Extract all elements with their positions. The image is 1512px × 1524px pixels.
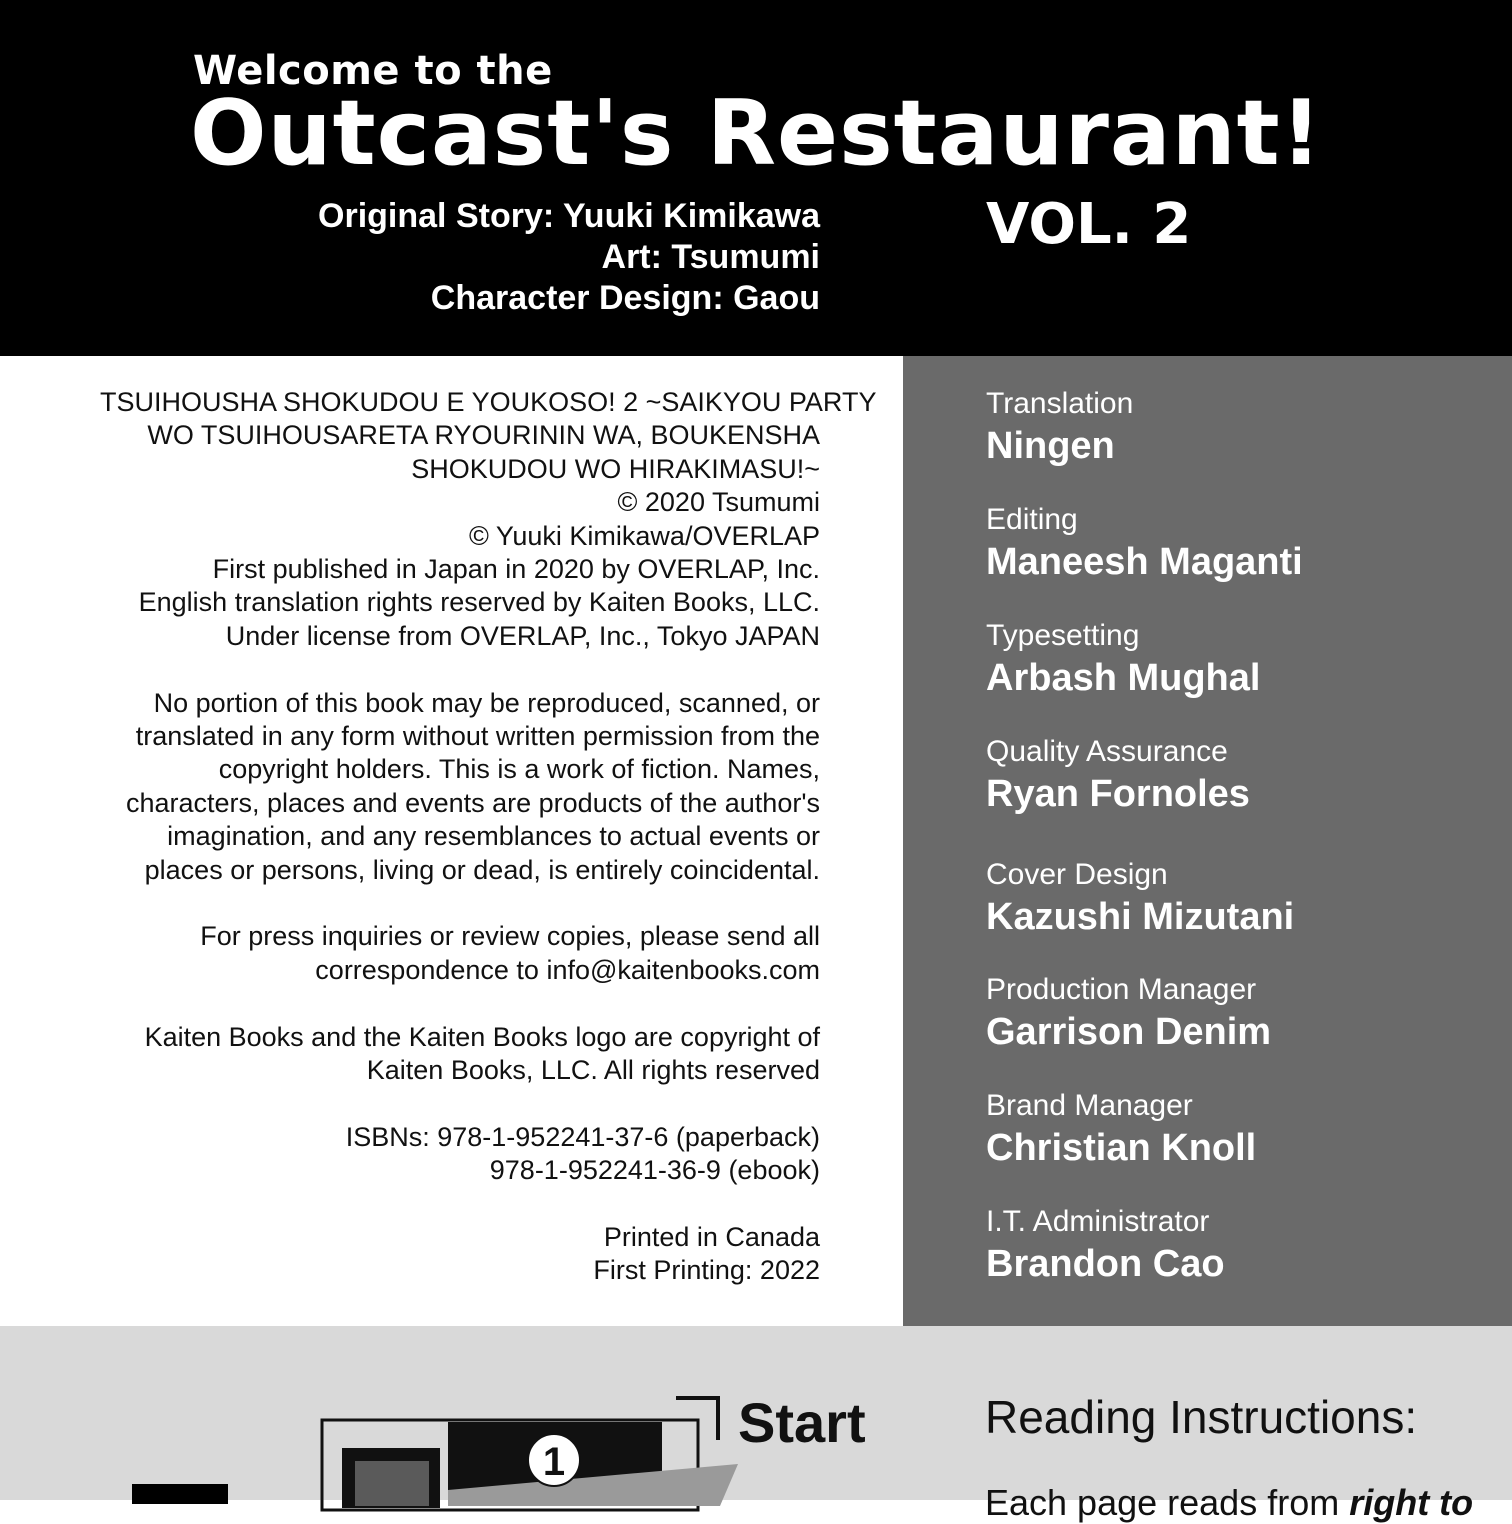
copyright-line: WO TSUIHOUSARETA RYOURININ WA, BOUKENSHA <box>147 420 820 451</box>
reading-text-emphasis: right to <box>1349 1482 1474 1523</box>
reading-instructions <box>0 1326 1512 1523</box>
staff-role: Brand Manager <box>986 1089 1193 1122</box>
copyright-line: First published in Japan in 2020 by OVERLAP, Inc. <box>212 554 820 585</box>
staff-role: Quality Assurance <box>986 735 1228 768</box>
staff-entry <box>986 386 1133 470</box>
staff-entry <box>986 734 1250 818</box>
copyright-line: First Printing: 2022 <box>593 1255 820 1286</box>
staff-role: Translation <box>986 387 1134 420</box>
copyright-line: English translation rights reserved by Kaiten Books, LLC. <box>138 587 820 618</box>
diagram-back-page <box>132 1484 228 1504</box>
staff-role: I.T. Administrator <box>986 1205 1210 1238</box>
reading-instructions-text <box>985 1482 1473 1524</box>
paragraph-gap <box>100 1188 820 1221</box>
staff-name: Ningen <box>986 425 1115 467</box>
staff-name: Ryan Fornoles <box>986 773 1250 815</box>
staff-role: Editing <box>986 503 1078 536</box>
author-credits <box>318 196 820 319</box>
credit-character-design: Character Design: Gaou <box>430 279 820 317</box>
copyright-line: No portion of this book may be reproduced, scanned, or <box>153 687 820 718</box>
staff-name: Christian Knoll <box>986 1127 1257 1169</box>
volume-number: VOL. 2 <box>986 192 1192 257</box>
staff-entry <box>986 1204 1225 1288</box>
staff-credits-panel <box>903 356 1512 1326</box>
copyright-line: ISBNs: 978-1-952241-37-6 (paperback) <box>345 1121 820 1152</box>
staff-role: Cover Design <box>986 858 1168 891</box>
copyright-line: Printed in Canada <box>603 1222 820 1253</box>
copyright-line: places or persons, living or dead, is entirely coincidental. <box>144 854 820 885</box>
staff-name: Garrison Denim <box>986 1011 1272 1053</box>
start-label: Start <box>738 1391 866 1454</box>
paragraph-gap <box>100 887 820 920</box>
copyright-line: For press inquiries or review copies, please send all <box>200 921 820 952</box>
staff-entry <box>986 618 1260 702</box>
copyright-line: © 2020 Tsumumi <box>617 487 820 518</box>
staff-name: Arbash Mughal <box>986 657 1261 699</box>
copyright-line: 978-1-952241-36-9 (ebook) <box>489 1155 820 1186</box>
staff-entry <box>986 1088 1256 1172</box>
staff-entry <box>986 857 1294 941</box>
diagram-panel-left-inner <box>355 1461 429 1506</box>
paragraph-gap <box>100 987 820 1020</box>
copyright-line: copyright holders. This is a work of fiction. Names, <box>218 754 820 785</box>
staff-entry <box>986 502 1303 586</box>
copyright-line: imagination, and any resemblances to actual events or <box>167 821 820 852</box>
panel-number: 1 <box>542 1440 566 1484</box>
staff-role: Typesetting <box>986 619 1140 652</box>
staff-role: Production Manager <box>986 973 1257 1006</box>
copyright-line: Kaiten Books and the Kaiten Books logo are copyright of <box>144 1021 820 1052</box>
copyright-line: translated in any form without written permission from the <box>135 721 820 752</box>
credit-art: Art: Tsumumi <box>601 238 820 276</box>
title-header <box>0 0 1512 356</box>
title-prefix: Welcome to the <box>193 48 553 94</box>
paragraph-gap <box>100 653 820 686</box>
paragraph-gap <box>100 1087 820 1120</box>
copyright-line: Under license from OVERLAP, Inc., Tokyo JAPAN <box>225 620 820 651</box>
copyright-line: © Yuuki Kimikawa/OVERLAP <box>468 520 820 551</box>
copyright-line: TSUIHOUSHA SHOKUDOU E YOUKOSO! 2 ~SAIKYOU PARTY <box>100 387 877 417</box>
reading-text-prefix: Each page reads from <box>985 1482 1350 1523</box>
copyright-line: correspondence to info@kaitenbooks.com <box>315 954 820 985</box>
copyright-line: SHOKUDOU WO HIRAKIMASU!~ <box>411 453 820 484</box>
credit-original-story: Original Story: Yuuki Kimikawa <box>318 197 820 235</box>
reading-instructions-title: Reading Instructions: <box>985 1391 1418 1443</box>
staff-name: Kazushi Mizutani <box>986 896 1295 938</box>
book-title: Outcast's Restaurant! <box>190 81 1323 186</box>
staff-name: Brandon Cao <box>986 1243 1225 1285</box>
staff-entry <box>986 972 1271 1056</box>
copyright-notice <box>100 386 877 1288</box>
copyright-line: Kaiten Books, LLC. All rights reserved <box>366 1055 820 1086</box>
staff-name: Maneesh Maganti <box>986 541 1303 583</box>
copyright-line: characters, places and events are products of the author's <box>125 787 820 818</box>
